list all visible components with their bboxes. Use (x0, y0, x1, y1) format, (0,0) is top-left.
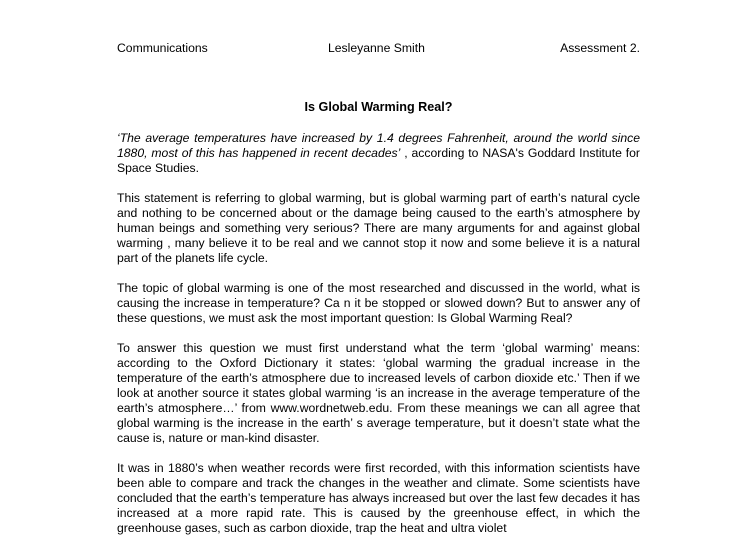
paragraph-1-attribution: , according to NASA's Goddard Institute for Space Studies. (117, 146, 640, 175)
document-title: Is Global Warming Real? (304, 100, 453, 114)
document-body (117, 131, 640, 551)
header-assessment: Assessment 2. (560, 41, 640, 55)
page-header (117, 41, 640, 56)
paragraph-5: It was in 1880’s when weather records were first recorded, with this information scientists have been able to compare and track the changes in the weather and climate. Some scientists have concluded that the earth’s temperature has always increased but over the last few decades it has increased at a more rapid rate. This is caused by the greenhouse effect, in which the greenhouse gases, such as carbon dioxide, trap the heat and ultra violet (117, 461, 640, 535)
paragraph-1 (117, 131, 640, 176)
paragraph-2: This statement is referring to global warming, but is global warming part of earth’s natural cycle and nothing to be concerned about or the damage being caused to the earth’s atmosphere by human beings and something very serious? There are many arguments for and against global warming , many believe it to be real and we cannot stop it now and some believe it is a natural part of the planets life cycle. (117, 191, 640, 265)
paragraph-1-quote: ‘The average temperatures have increased by 1.4 degrees Fahrenheit, around the world since 1880, most of this has happened in recent decades’ (117, 131, 640, 160)
header-author: Lesleyanne Smith (328, 41, 425, 55)
paragraph-3: The topic of global warming is one of the most researched and discussed in the world, what is causing the increase in temperature? Ca n it be stopped or slowed down? But to answer any of these questions, we must ask the most important question: Is Global Warming Real? (117, 281, 640, 325)
paragraph-4: To answer this question we must first understand what the term ‘global warming’ means: according to the Oxford Dictionary it states: ‘global warming the gradual increase in the temperature of the earth’s atmosphere due to increased levels of carbon dioxide etc.’ Then if we look at another source it states global warming ‘is an increase in the average temperature of the earth’s atmosphere…’ from www.wordnetweb.edu. From these meanings we can all agree that global warming is the increase in the earth’ s average temperature, but it doesn’t state what the cause is, nature or man-kind disaster. (117, 341, 640, 445)
header-course: Communications (117, 41, 208, 55)
